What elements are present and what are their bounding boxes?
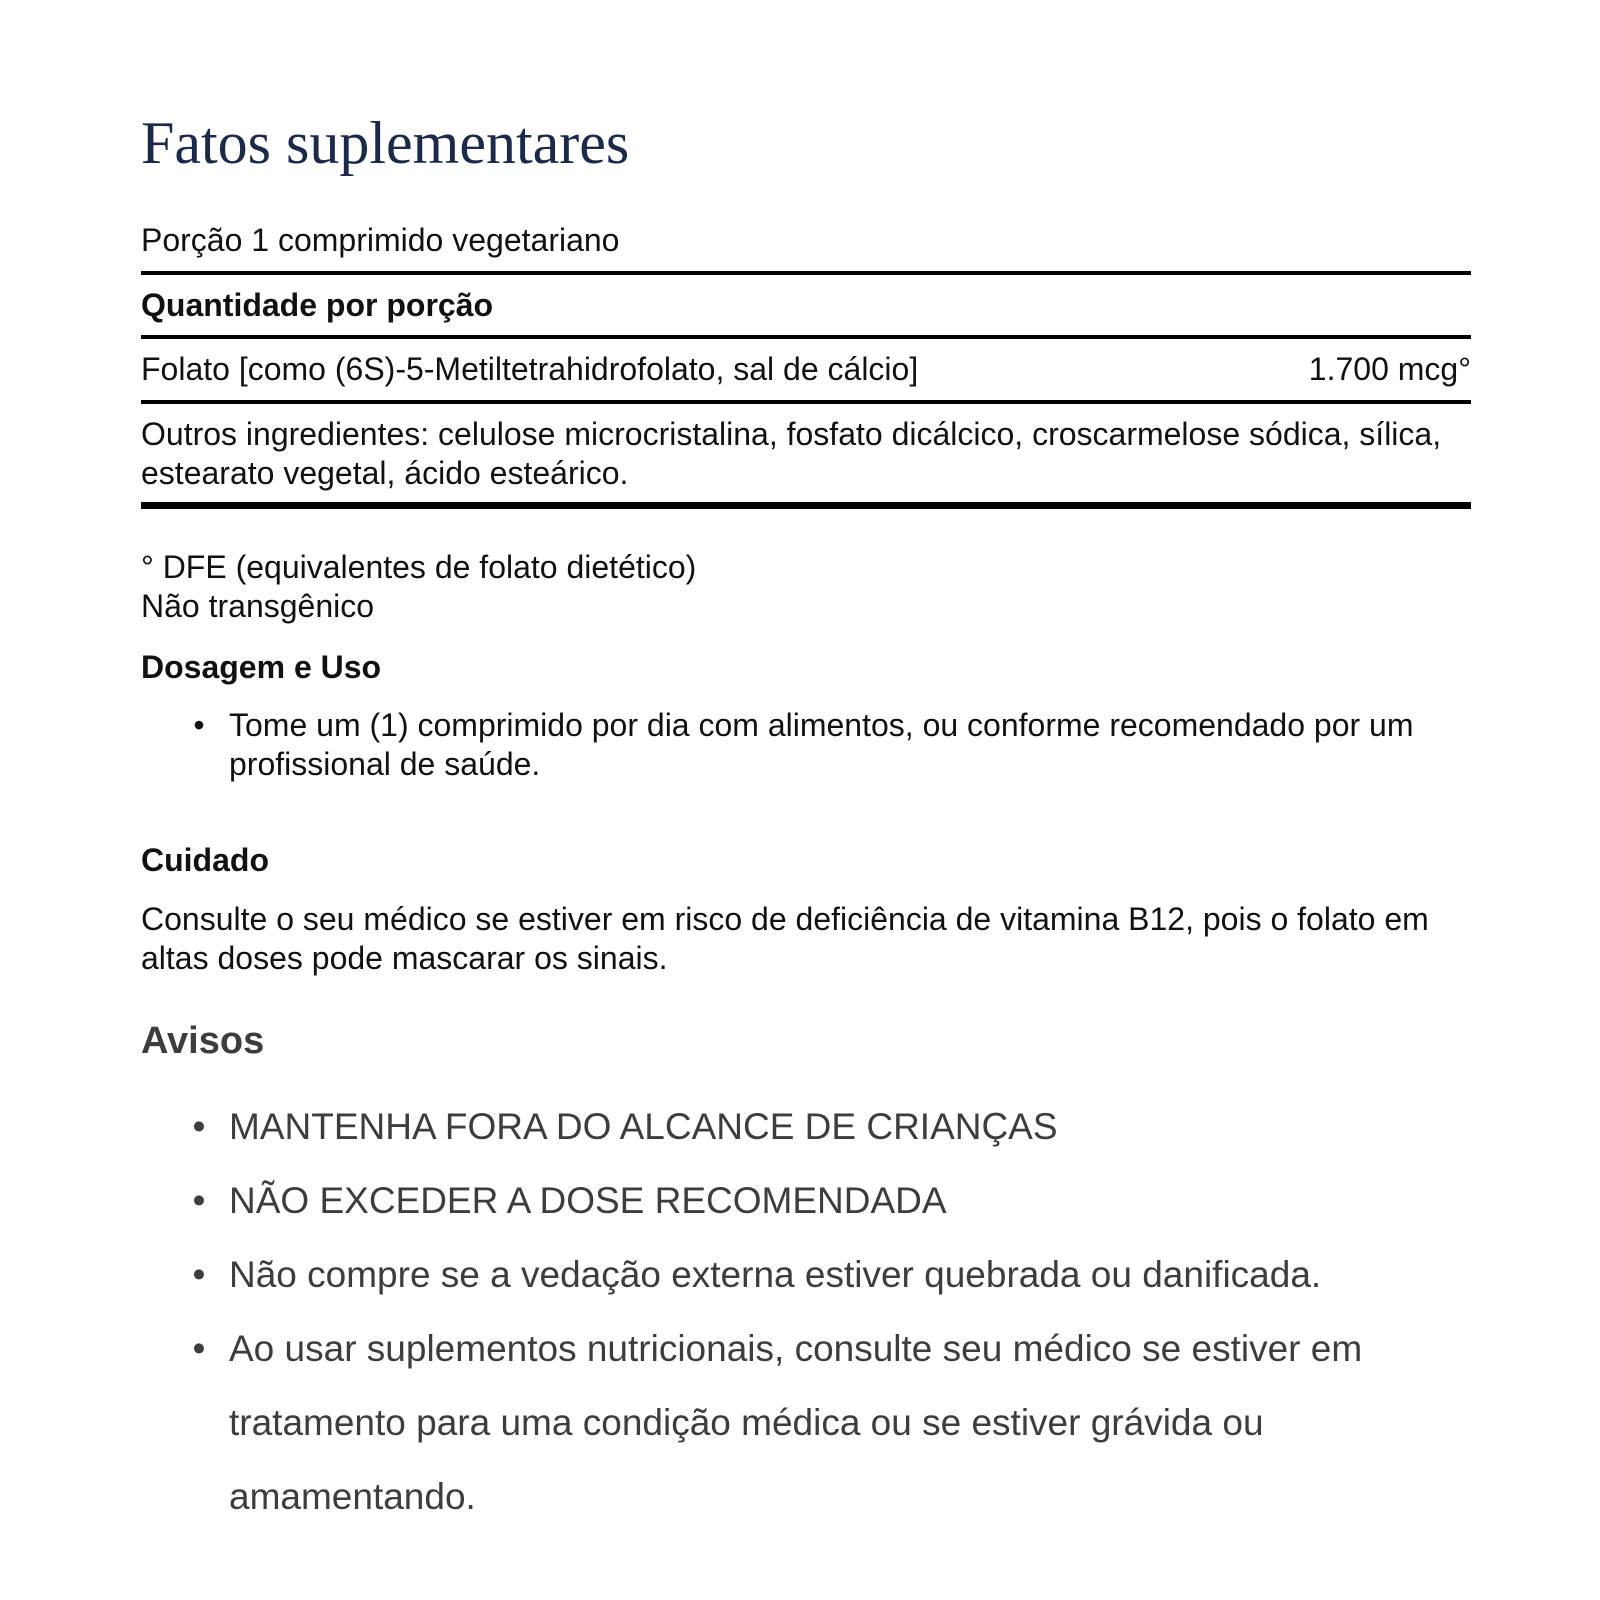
bullet-icon: • — [193, 707, 205, 743]
dfe-footnote: ° DFE (equivalentes de folato dietético) — [141, 549, 697, 585]
list-item — [192, 1312, 1474, 1534]
dosage-list — [193, 706, 1469, 784]
dosage-item-text: Tome um (1) comprimido por dia com alimentos, ou conforme recomendado por um profissional de saúde. — [229, 707, 1414, 782]
warning-item-text: MANTENHA FORA DO ALCANCE DE CRIANÇAS — [229, 1106, 1058, 1147]
list-item — [192, 1090, 1474, 1164]
warning-item-text: NÃO EXCEDER A DOSE RECOMENDADA — [229, 1180, 947, 1221]
bullet-icon: • — [192, 1180, 206, 1221]
divider-rule — [141, 335, 1471, 339]
divider-rule — [141, 271, 1471, 275]
list-item — [192, 1164, 1474, 1238]
list-item — [193, 706, 1469, 784]
bullet-icon: • — [192, 1328, 206, 1369]
caution-heading: Cuidado — [141, 842, 269, 878]
caution-text: Consulte o seu médico se estiver em risco de deficiência de vitamina B12, pois o folato em altas doses pode mascarar os sinais. — [141, 901, 1429, 976]
warning-item-text: Ao usar suplementos nutricionais, consulte seu médico se estiver em tratamento para uma condição médica ou se estiver grávida ou amamentando. — [229, 1328, 1363, 1517]
amount-per-serving-heading: Quantidade por porção — [141, 287, 494, 323]
divider-rule — [141, 400, 1471, 404]
warnings-list — [192, 1090, 1474, 1534]
list-item — [192, 1238, 1474, 1312]
ingredient-name: Folato [como (6S)-5-Metiltetrahidrofolato, sal de cálcio] — [141, 351, 919, 387]
divider-rule-thick — [141, 502, 1471, 509]
bullet-icon: • — [192, 1106, 206, 1147]
warnings-heading: Avisos — [141, 1020, 265, 1062]
serving-size: Porção 1 comprimido vegetariano — [141, 222, 620, 258]
non-gmo-note: Não transgênico — [141, 588, 375, 624]
ingredient-amount: 1.700 mcg° — [1308, 351, 1471, 387]
warning-item-text: Não compre se a vedação externa estiver quebrada ou danificada. — [229, 1254, 1322, 1295]
dosage-heading: Dosagem e Uso — [141, 649, 382, 685]
other-ingredients: Outros ingredientes: celulose microcristalina, fosfato dicálcico, croscarmelose sódica, sílica, estearato vegetal, ácido esteárico. — [141, 416, 1442, 491]
ingredient-row — [141, 349, 1471, 389]
page-title: Fatos suplementares — [141, 110, 630, 176]
bullet-icon: • — [192, 1254, 206, 1295]
